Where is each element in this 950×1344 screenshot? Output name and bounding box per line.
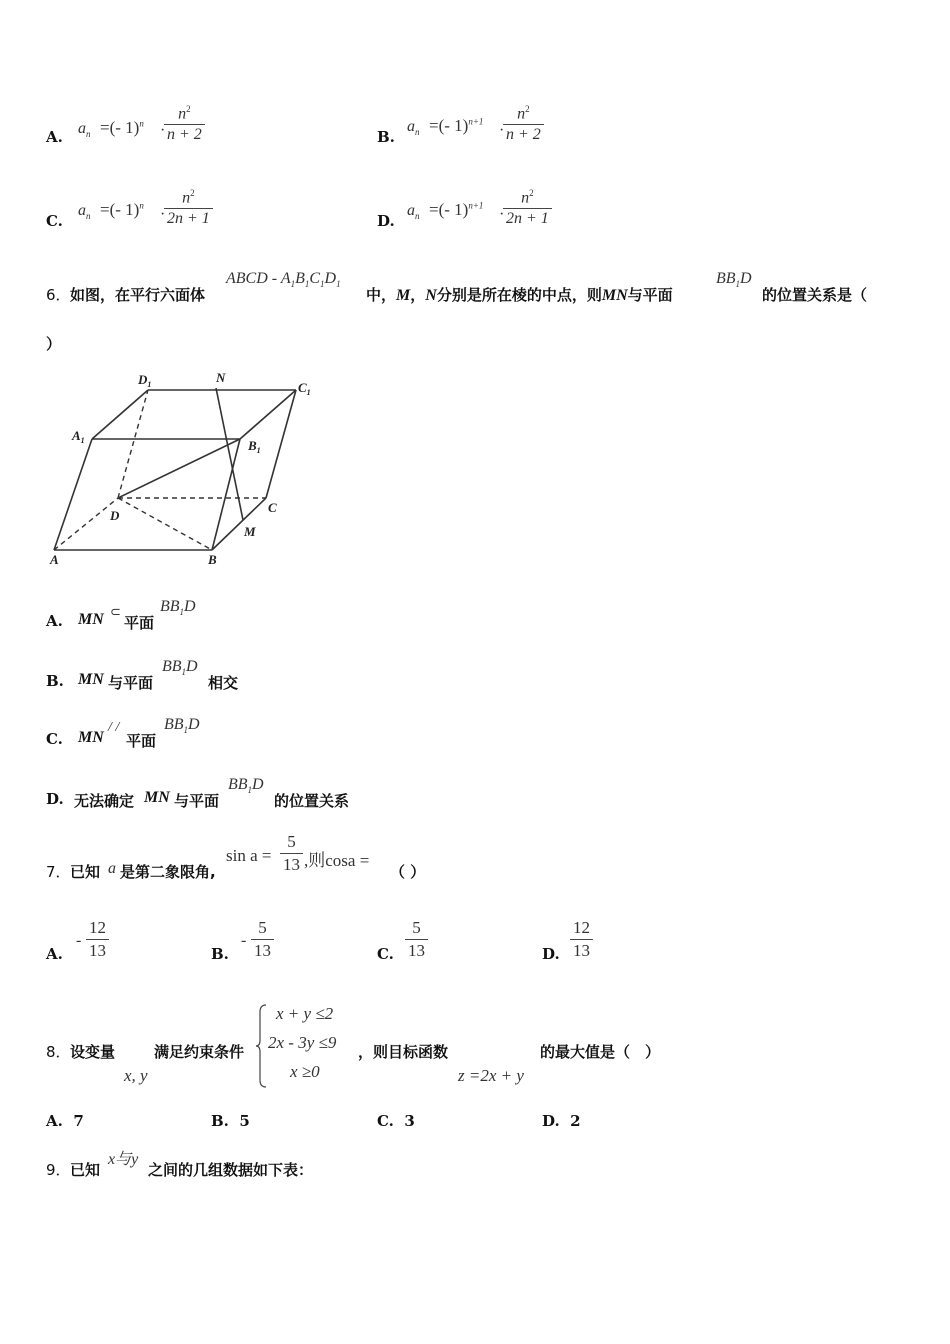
label-c1: $C_1$ <box>298 380 311 397</box>
q8-option-d: D. 2 <box>542 1112 581 1130</box>
plane-name: $BB_1D$ <box>716 270 752 290</box>
lhs: $a_n$ <box>407 118 420 138</box>
label-n: N <box>216 370 226 385</box>
fraction: $\frac{n^2}{2n + 1}$ <box>164 188 213 228</box>
edge-d-d1 <box>118 390 148 498</box>
lhs: $a_n$ <box>78 202 91 222</box>
label-b1: $B_1$ <box>248 438 261 455</box>
fraction: $\frac{n^2}{n + 2}$ <box>164 104 205 144</box>
lhs: $a_n$ <box>78 120 91 140</box>
q8-option-a: A. 7 <box>46 1112 84 1130</box>
parallelepiped-figure <box>40 366 330 572</box>
segment-m-n <box>216 388 243 520</box>
fraction: $\frac{5}{13}$ <box>280 832 303 875</box>
edge-c-c1 <box>266 390 296 498</box>
constraint-1: x + y ≤2 <box>276 1004 334 1023</box>
power: =(- 1)$^n$ <box>100 118 144 137</box>
question-number: 9． <box>46 1161 71 1179</box>
option-label: C. <box>46 212 63 230</box>
lhs: $a_n$ <box>407 202 420 222</box>
q8-option-b: B. 5 <box>211 1112 250 1130</box>
question-6-stem: 6． 如图，在平行六面体 ABCD - $A_1B_1C_1D_1$ 中，M，N分别是所在棱的中点，则MN与平面 $BB_1D$ 的位置关系是（ <box>46 270 868 304</box>
label-d1: $D_1$ <box>138 372 152 389</box>
edge-b-b1 <box>212 439 240 550</box>
question-number: 8． <box>46 1043 71 1061</box>
label-a1: $A_1$ <box>72 428 85 445</box>
constraint-2: 2x - 3y ≤9 <box>268 1033 337 1052</box>
power: =(- 1)$^{n+1}$ <box>429 116 484 135</box>
segment-d-b1 <box>118 439 240 498</box>
variables: x与y <box>108 1151 139 1168</box>
question-number: 7． <box>46 863 71 881</box>
power: =(- 1)$^{n+1}$ <box>429 200 484 219</box>
option-label: D. <box>377 212 395 230</box>
fraction: $\frac{n^2}{n + 2}$ <box>503 104 544 144</box>
option-label: A. <box>46 128 63 146</box>
question-number: 6． <box>46 286 71 304</box>
objective-function: z =2x + y <box>458 1066 524 1085</box>
constraint-3: x ≥0 <box>290 1062 320 1081</box>
label-c: C <box>268 500 277 515</box>
edge-a1-d1 <box>92 390 148 439</box>
question-7-stem: 7． 已知 a 是第二象限角, sin a = $\frac{5}{13}$ ,则cosa = （ ） <box>46 832 426 881</box>
fraction: $\frac{n^2}{2n + 1}$ <box>503 188 552 228</box>
solid-name: ABCD - $A_1B_1C_1D_1$ <box>226 270 341 290</box>
question-9-stem: 9． 已知 x与y 之间的几组数据如下表： <box>46 1144 446 1184</box>
q8-option-c: C. 3 <box>377 1112 415 1130</box>
option-label: B. <box>377 128 395 146</box>
power: =(- 1)$^n$ <box>100 200 144 219</box>
label-m: M <box>244 524 256 539</box>
segment-d-b <box>118 498 212 550</box>
edge-b-c <box>212 498 266 550</box>
label-b: B <box>208 552 217 567</box>
edge-a-a1 <box>54 439 92 550</box>
label-a: A <box>50 552 59 567</box>
edge-b1-c1 <box>240 390 296 439</box>
brace <box>256 1004 268 1088</box>
question-8-stem: 8． 设变量 x, y 满足约束条件 x + y ≤2 2x - 3y ≤9 x ≥0 ，则目标函数 z =2x + y 的最大值是（ ） <box>46 1000 706 1092</box>
label-d: D <box>110 508 120 523</box>
